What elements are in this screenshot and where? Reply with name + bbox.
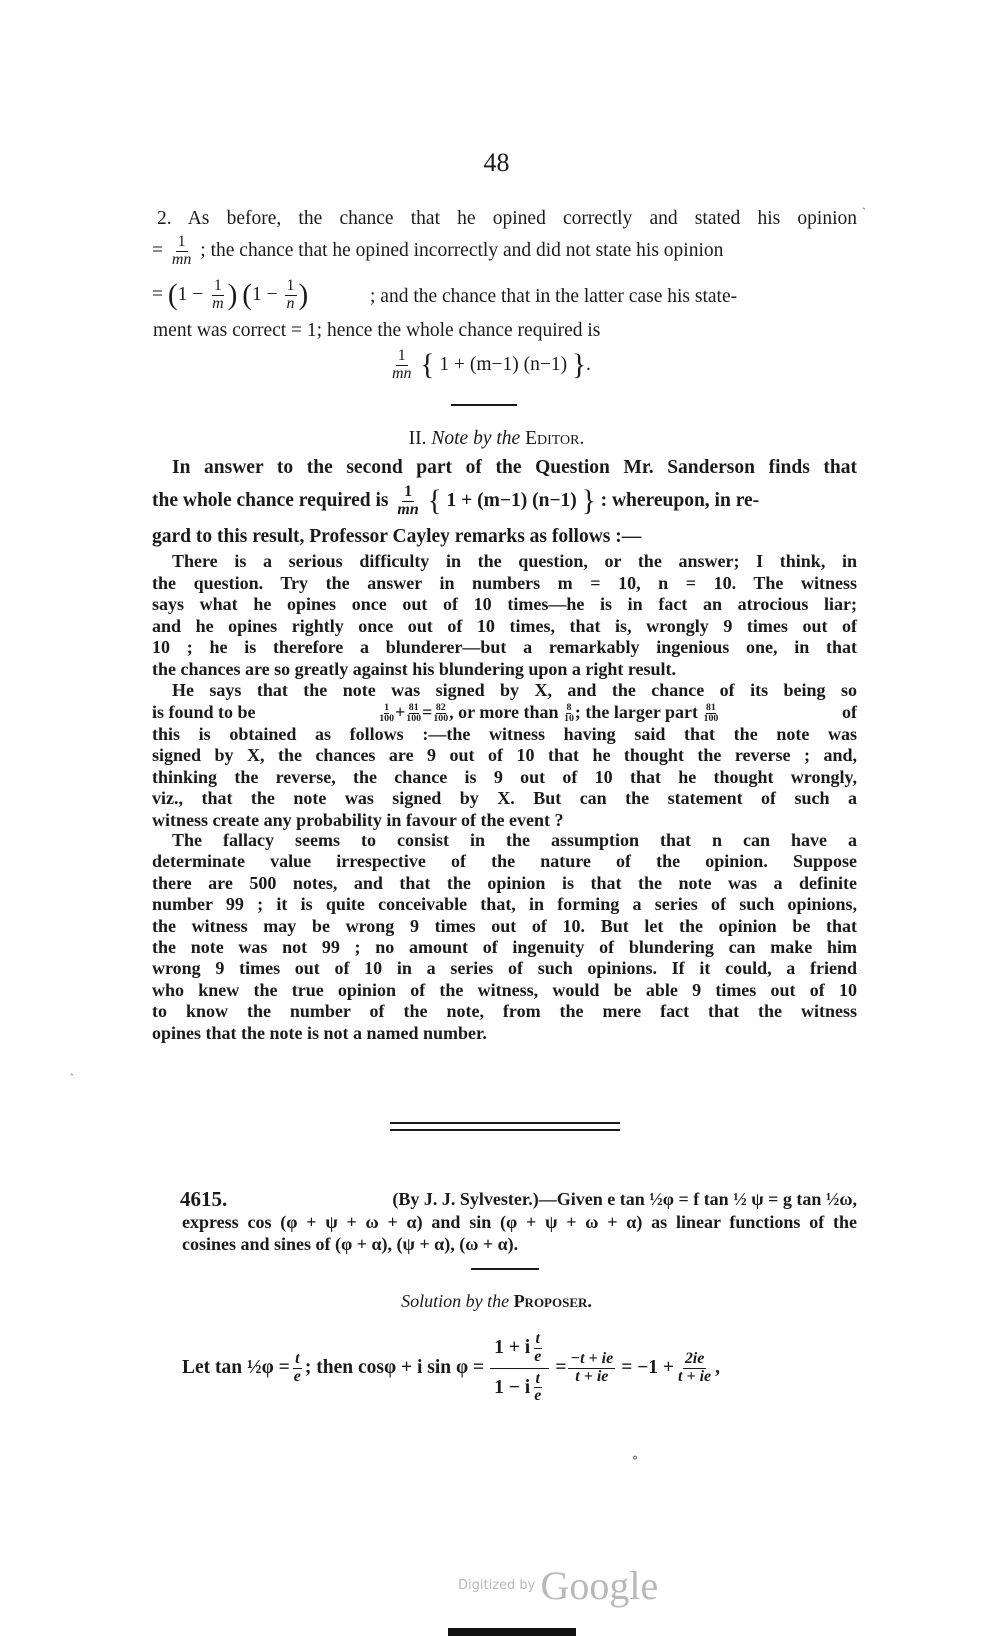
short-rule [451, 404, 517, 406]
text-segment: ; and the chance that in the latter case his state- [370, 286, 738, 307]
question-4615: 4615. (By J. J. Sylvester.)—Given e tan ½φ = f tan ½ ψ = g tan ½ω, [180, 1187, 857, 1211]
fraction-1-over-n: $\frac{1}{n}$ [286, 277, 295, 312]
scan-edge-bar [448, 1628, 576, 1636]
fraction-1-over-mn: $\frac{1}{mn}$ [171, 233, 192, 268]
paren-open: ( [242, 278, 253, 311]
question-number: 4615. [180, 1187, 228, 1211]
note-para-4: The fallacy seems to consist in the assumption that n can have a determinate value irrespective of the nature of the opinion. Suppose there are 500 notes, and that the opinion is that the note was a definite number 99 ; it is quite conceivable that, in forming a series of such opinions, the witness may be wrong 9 times out of 10. But let the opinion be that the note was not 99 ; no amount of ingenuity of blundering can make him wrong 9 times out of 10 in a series of such opinions. If it could, a friend who knew the true opinion of the witness, would be able 9 times out of 10 to know the number of the note, from the mere fact that the witness opines that the note is not a named number. [152, 830, 857, 1043]
paren-close: ) [227, 278, 238, 311]
text-line-3: = (1 − $\frac{1}{m}$ ) (1 − $\frac{1}{n}$ ) [152, 277, 309, 312]
equals-sign: = [152, 283, 163, 305]
scan-mark: ˏ [70, 1062, 74, 1076]
note-para-1-line-2: the whole chance required is $\frac{1}{mn}$ { 1 + (m−1) (n−1) } : whereupon, in re- [152, 483, 760, 518]
text-line-4: ment was correct = 1; hence the whole chance required is [153, 320, 601, 341]
fraction-1-over-mn: $\frac{1}{mn}$ [392, 347, 412, 382]
solution-formula: Let tan ½φ = $\frac{t}{e}$ ; then cosφ + i sin φ = 1 + i $\frac{t}{e}$ 1 − i $\frac{t}{e}$ = $\frac{-t + ie}{t + ie}$ = −1 + $\frac{2ie}{t + ie}$ , [182, 1320, 720, 1416]
double-rule-top [390, 1122, 620, 1124]
fraction-line: is found to be $\frac{1}{100}$ + $\frac{81}{100}$ = $\frac{82}{100}$ , or more than $\frac{8}{10}$ ; the larger part $\frac{81}{100}$ of [152, 701, 857, 724]
solution-heading: Solution by the Proposer. [401, 1291, 592, 1311]
note-para-1-line-1: In answer to the second part of the Question Mr. Sanderson finds that [172, 457, 857, 478]
text-line: 2. As before, the chance that he opined correctly and stated his opinion [157, 208, 857, 229]
fraction-t-over-e: $\frac{t}{e}$ [293, 1349, 301, 1385]
fraction-1-over-m: $\frac{1}{m}$ [212, 277, 224, 312]
brace-close: } [571, 348, 587, 381]
question-line-3: cosines and sines of (φ + α), (ψ + α), (ω + α). [182, 1234, 519, 1254]
page-number: 48 [483, 148, 510, 177]
fraction-1-over-mn: $\frac{1}{mn}$ [397, 483, 419, 518]
note-para-3: He says that the note was signed by X, and the chance of its being so is found to be $\frac{1}{100}$ + $\frac{81}{100}$ = $\frac{82}{100}$ , or more than $\frac{8}{10}$ ; the larger part $\frac{81}{100}$ of this is obtained as follows :—the witness having said that the note was signed by X, the chances are 9 out of 10 that he thought the reverse ; and, thinking the reverse, the chance is 9 out of 10 that he thought wrongly, viz., that the note was signed by X. But can the statement of such a witness create any probability in favour of the event ? [152, 680, 857, 830]
complex-fraction: 1 + i $\frac{t}{e}$ 1 − i $\frac{t}{e}$ [490, 1329, 549, 1407]
short-rule [471, 1268, 539, 1270]
fraction-neg-t-plus-ie: $\frac{-t + ie}{t + ie}$ [570, 1349, 614, 1385]
paren-close: ) [298, 278, 309, 311]
formula-body: 1 + (m−1) (n−1) [439, 353, 568, 375]
question-line-2: express cos (φ + ψ + ω + α) and sin (φ + ψ + ω + α) as linear functions of the [182, 1212, 857, 1232]
digitized-by-google-watermark: Digitized by Google [458, 1563, 659, 1608]
text-line-2 [152, 234, 857, 269]
brace-open: { [420, 348, 435, 381]
fraction-2ie: $\frac{2ie}{t + ie}$ [678, 1349, 712, 1385]
scan-mark: ° [632, 1454, 638, 1468]
text-segment: ; the chance that he opined incorrectly and did not state his opinion [200, 239, 724, 261]
note-para-2: There is a serious difficulty in the question, or the answer; I think, in the question. Try the answer in numbers m = 10, n = 10. The witness says what he opines once out of 10 times—he is in fact an atrocious liar; and he opines rightly once out of 10 times, that is, wrongly 9 times out of 10 ; he is therefore a blunderer—but a remarkably ingenious one, in that the chances are so greatly against his blundering upon a right result. [152, 551, 857, 679]
double-rule-bottom [390, 1129, 620, 1131]
note-heading: II. Note by the Editor. [408, 428, 585, 449]
note-para-1-line-3: gard to this result, Professor Cayley remarks as follows :— [152, 526, 642, 547]
scan-mark: ˎ [862, 196, 866, 210]
formula-whole-chance: $\frac{1}{mn}$ { 1 + (m−1) (n−1) }. [392, 347, 591, 382]
paren-open: ( [167, 278, 178, 311]
equals-sign: = [152, 239, 163, 261]
